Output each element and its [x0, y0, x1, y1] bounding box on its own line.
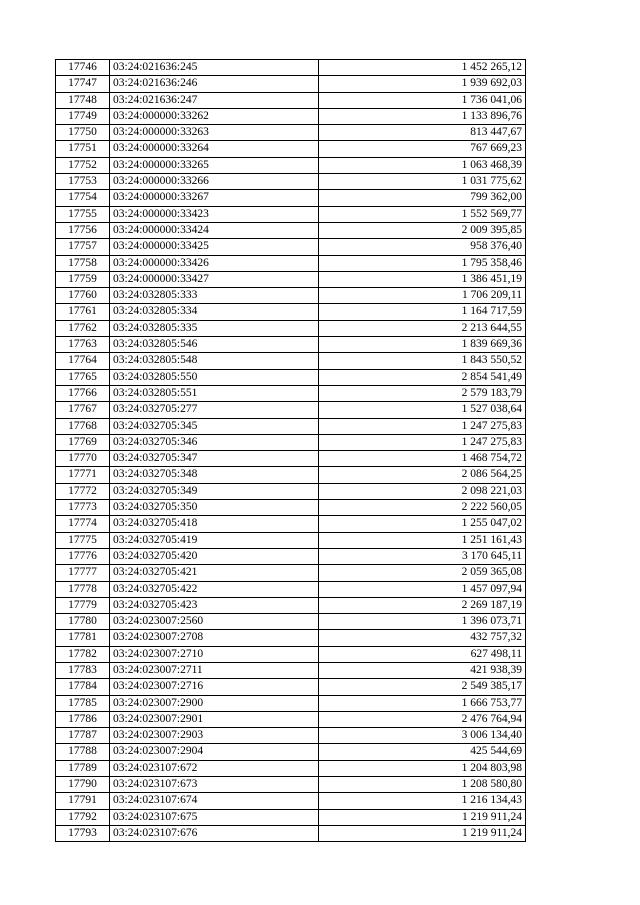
- cadastral-value-cell: 1 706 209,11: [319, 288, 526, 304]
- row-number-cell: 17771: [56, 467, 110, 483]
- cadastral-value-cell: 1 219 911,24: [319, 825, 526, 841]
- cadastral-value-cell: 1 031 775,62: [319, 174, 526, 190]
- row-number-cell: 17779: [56, 597, 110, 613]
- cadastral-value-cell: 1 219 911,24: [319, 809, 526, 825]
- cadastral-number-cell: 03:24:032705:422: [110, 581, 319, 597]
- table-row: [56, 614, 526, 630]
- table-row: [56, 402, 526, 418]
- table-row: [56, 271, 526, 287]
- table-row: [56, 337, 526, 353]
- table-row: [56, 369, 526, 385]
- cadastral-number-cell: 03:24:032805:333: [110, 288, 319, 304]
- cadastral-value-cell: 1 255 047,02: [319, 516, 526, 532]
- cadastral-value-cell: 2 549 385,17: [319, 679, 526, 695]
- table-row: [56, 777, 526, 793]
- row-number-cell: 17762: [56, 320, 110, 336]
- row-number-cell: 17747: [56, 76, 110, 92]
- cadastral-number-cell: 03:24:000000:33426: [110, 255, 319, 271]
- cadastral-number-cell: 03:24:032705:347: [110, 451, 319, 467]
- cadastral-value-cell: 3 170 645,11: [319, 548, 526, 564]
- cadastral-number-cell: 03:24:032705:346: [110, 434, 319, 450]
- cadastral-number-cell: 03:24:023107:674: [110, 793, 319, 809]
- table-row: [56, 597, 526, 613]
- row-number-cell: 17791: [56, 793, 110, 809]
- row-number-cell: 17749: [56, 108, 110, 124]
- cadastral-value-cell: 2 222 560,05: [319, 500, 526, 516]
- cadastral-number-cell: 03:24:032705:420: [110, 548, 319, 564]
- cadastral-number-cell: 03:24:032705:349: [110, 483, 319, 499]
- cadastral-value-cell: 432 757,32: [319, 630, 526, 646]
- cadastral-value-cell: 1 133 896,76: [319, 108, 526, 124]
- row-number-cell: 17786: [56, 711, 110, 727]
- row-number-cell: 17766: [56, 385, 110, 401]
- cadastral-number-cell: 03:24:021636:247: [110, 92, 319, 108]
- table-row: [56, 239, 526, 255]
- cadastral-value-cell: 1 216 134,43: [319, 793, 526, 809]
- table-row: [56, 500, 526, 516]
- table-row: [56, 695, 526, 711]
- row-number-cell: 17772: [56, 483, 110, 499]
- cadastral-number-cell: 03:24:023007:2716: [110, 679, 319, 695]
- table-row: [56, 288, 526, 304]
- row-number-cell: 17751: [56, 141, 110, 157]
- cadastral-value-cell: 3 006 134,40: [319, 728, 526, 744]
- row-number-cell: 17750: [56, 125, 110, 141]
- table-row: [56, 744, 526, 760]
- row-number-cell: 17792: [56, 809, 110, 825]
- cadastral-value-cell: 1 251 161,43: [319, 532, 526, 548]
- cadastral-number-cell: 03:24:032705:421: [110, 565, 319, 581]
- cadastral-number-cell: 03:24:032705:423: [110, 597, 319, 613]
- cadastral-number-cell: 03:24:032805:335: [110, 320, 319, 336]
- cadastral-number-cell: 03:24:032705:277: [110, 402, 319, 418]
- row-number-cell: 17777: [56, 565, 110, 581]
- row-number-cell: 17763: [56, 337, 110, 353]
- cadastral-number-cell: 03:24:021636:245: [110, 60, 319, 76]
- cadastral-value-cell: 425 544,69: [319, 744, 526, 760]
- cadastral-number-cell: 03:24:000000:33264: [110, 141, 319, 157]
- cadastral-value-cell: 1 208 580,80: [319, 777, 526, 793]
- cadastral-number-cell: 03:24:000000:33266: [110, 174, 319, 190]
- table-row: [56, 190, 526, 206]
- cadastral-number-cell: 03:24:000000:33267: [110, 190, 319, 206]
- table-row: [56, 206, 526, 222]
- cadastral-value-cell: 1 839 669,36: [319, 337, 526, 353]
- table-row: [56, 793, 526, 809]
- cadastral-value-cell: 1 452 265,12: [319, 60, 526, 76]
- cadastral-value-cell: 1 164 717,59: [319, 304, 526, 320]
- row-number-cell: 17748: [56, 92, 110, 108]
- row-number-cell: 17770: [56, 451, 110, 467]
- row-number-cell: 17764: [56, 353, 110, 369]
- cadastral-number-cell: 03:24:000000:33423: [110, 206, 319, 222]
- table-row: [56, 451, 526, 467]
- table-row: [56, 711, 526, 727]
- cadastral-number-cell: 03:24:023107:672: [110, 760, 319, 776]
- table-row: [56, 516, 526, 532]
- cadastral-number-cell: 03:24:023107:675: [110, 809, 319, 825]
- cadastral-value-cell: 1 247 275,83: [319, 434, 526, 450]
- cadastral-value-cell: 2 086 564,25: [319, 467, 526, 483]
- cadastral-value-cell: 1 247 275,83: [319, 418, 526, 434]
- cadastral-value-cell: 2 213 644,55: [319, 320, 526, 336]
- table-row: [56, 646, 526, 662]
- cadastral-number-cell: 03:24:023007:2903: [110, 728, 319, 744]
- cadastral-value-cell: 2 269 187,19: [319, 597, 526, 613]
- table-row: [56, 125, 526, 141]
- cadastral-value-cell: 958 376,40: [319, 239, 526, 255]
- cadastral-number-cell: 03:24:032805:334: [110, 304, 319, 320]
- cadastral-number-cell: 03:24:032705:348: [110, 467, 319, 483]
- cadastral-value-cell: 1 552 569,77: [319, 206, 526, 222]
- cadastral-value-cell: 1 736 041,06: [319, 92, 526, 108]
- table-row: [56, 565, 526, 581]
- row-number-cell: 17758: [56, 255, 110, 271]
- row-number-cell: 17760: [56, 288, 110, 304]
- cadastral-number-cell: 03:24:000000:33424: [110, 222, 319, 238]
- row-number-cell: 17755: [56, 206, 110, 222]
- cadastral-value-cell: 2 059 365,08: [319, 565, 526, 581]
- cadastral-value-table: [55, 59, 526, 842]
- cadastral-value-cell: 2 009 395,85: [319, 222, 526, 238]
- cadastral-value-cell: 1 666 753,77: [319, 695, 526, 711]
- cadastral-number-cell: 03:24:032705:418: [110, 516, 319, 532]
- cadastral-value-cell: 2 579 183,79: [319, 385, 526, 401]
- table-row: [56, 630, 526, 646]
- table-row: [56, 760, 526, 776]
- cadastral-number-cell: 03:24:023007:2710: [110, 646, 319, 662]
- row-number-cell: 17776: [56, 548, 110, 564]
- table-body: [56, 60, 526, 842]
- table-row: [56, 809, 526, 825]
- cadastral-number-cell: 03:24:023007:2904: [110, 744, 319, 760]
- row-number-cell: 17784: [56, 679, 110, 695]
- table-row: [56, 385, 526, 401]
- cadastral-number-cell: 03:24:000000:33427: [110, 271, 319, 287]
- cadastral-number-cell: 03:24:032805:550: [110, 369, 319, 385]
- table-row: [56, 581, 526, 597]
- table-row: [56, 108, 526, 124]
- table-row: [56, 662, 526, 678]
- cadastral-number-cell: 03:24:032805:551: [110, 385, 319, 401]
- cadastral-number-cell: 03:24:032705:345: [110, 418, 319, 434]
- table-row: [56, 92, 526, 108]
- row-number-cell: 17788: [56, 744, 110, 760]
- cadastral-number-cell: 03:24:032805:546: [110, 337, 319, 353]
- row-number-cell: 17767: [56, 402, 110, 418]
- cadastral-value-cell: 421 938,39: [319, 662, 526, 678]
- table-row: [56, 255, 526, 271]
- cadastral-value-cell: 1 527 038,64: [319, 402, 526, 418]
- cadastral-value-cell: 2 854 541,49: [319, 369, 526, 385]
- cadastral-number-cell: 03:24:023007:2901: [110, 711, 319, 727]
- table-row: [56, 222, 526, 238]
- row-number-cell: 17782: [56, 646, 110, 662]
- cadastral-number-cell: 03:24:032705:350: [110, 500, 319, 516]
- cadastral-number-cell: 03:24:000000:33263: [110, 125, 319, 141]
- cadastral-value-cell: 1 063 468,39: [319, 157, 526, 173]
- row-number-cell: 17773: [56, 500, 110, 516]
- cadastral-value-cell: 767 669,23: [319, 141, 526, 157]
- cadastral-number-cell: 03:24:023107:673: [110, 777, 319, 793]
- row-number-cell: 17753: [56, 174, 110, 190]
- cadastral-number-cell: 03:24:023007:2708: [110, 630, 319, 646]
- cadastral-number-cell: 03:24:000000:33265: [110, 157, 319, 173]
- table-row: [56, 320, 526, 336]
- cadastral-number-cell: 03:24:000000:33262: [110, 108, 319, 124]
- table-row: [56, 141, 526, 157]
- cadastral-number-cell: 03:24:023107:676: [110, 825, 319, 841]
- row-number-cell: 17775: [56, 532, 110, 548]
- row-number-cell: 17778: [56, 581, 110, 597]
- cadastral-value-cell: 799 362,00: [319, 190, 526, 206]
- row-number-cell: 17783: [56, 662, 110, 678]
- cadastral-value-cell: 2 476 764,94: [319, 711, 526, 727]
- row-number-cell: 17790: [56, 777, 110, 793]
- table-row: [56, 434, 526, 450]
- table-row: [56, 467, 526, 483]
- cadastral-value-cell: 1 939 692,03: [319, 76, 526, 92]
- table-row: [56, 728, 526, 744]
- row-number-cell: 17761: [56, 304, 110, 320]
- cadastral-value-cell: 2 098 221,03: [319, 483, 526, 499]
- table-row: [56, 174, 526, 190]
- cadastral-number-cell: 03:24:032805:548: [110, 353, 319, 369]
- cadastral-number-cell: 03:24:023007:2560: [110, 614, 319, 630]
- table-row: [56, 60, 526, 76]
- row-number-cell: 17781: [56, 630, 110, 646]
- cadastral-number-cell: 03:24:000000:33425: [110, 239, 319, 255]
- table-row: [56, 353, 526, 369]
- cadastral-number-cell: 03:24:021636:246: [110, 76, 319, 92]
- row-number-cell: 17780: [56, 614, 110, 630]
- cadastral-value-cell: 1 468 754,72: [319, 451, 526, 467]
- row-number-cell: 17768: [56, 418, 110, 434]
- cadastral-value-cell: 1 386 451,19: [319, 271, 526, 287]
- row-number-cell: 17787: [56, 728, 110, 744]
- cadastral-value-cell: 1 843 550,52: [319, 353, 526, 369]
- cadastral-value-cell: 1 204 803,98: [319, 760, 526, 776]
- cadastral-number-cell: 03:24:023007:2711: [110, 662, 319, 678]
- table-row: [56, 304, 526, 320]
- cadastral-value-cell: 813 447,67: [319, 125, 526, 141]
- row-number-cell: 17793: [56, 825, 110, 841]
- row-number-cell: 17756: [56, 222, 110, 238]
- cadastral-value-cell: 1 396 073,71: [319, 614, 526, 630]
- row-number-cell: 17765: [56, 369, 110, 385]
- table-row: [56, 157, 526, 173]
- table-row: [56, 548, 526, 564]
- table-row: [56, 679, 526, 695]
- row-number-cell: 17769: [56, 434, 110, 450]
- row-number-cell: 17774: [56, 516, 110, 532]
- cadastral-value-cell: 627 498,11: [319, 646, 526, 662]
- cadastral-number-cell: 03:24:023007:2900: [110, 695, 319, 711]
- table-row: [56, 418, 526, 434]
- table-row: [56, 483, 526, 499]
- row-number-cell: 17754: [56, 190, 110, 206]
- row-number-cell: 17757: [56, 239, 110, 255]
- cadastral-value-cell: 1 457 097,94: [319, 581, 526, 597]
- cadastral-number-cell: 03:24:032705:419: [110, 532, 319, 548]
- row-number-cell: 17752: [56, 157, 110, 173]
- table-row: [56, 76, 526, 92]
- table-row: [56, 532, 526, 548]
- table-row: [56, 825, 526, 841]
- cadastral-value-cell: 1 795 358,46: [319, 255, 526, 271]
- row-number-cell: 17746: [56, 60, 110, 76]
- row-number-cell: 17759: [56, 271, 110, 287]
- row-number-cell: 17785: [56, 695, 110, 711]
- row-number-cell: 17789: [56, 760, 110, 776]
